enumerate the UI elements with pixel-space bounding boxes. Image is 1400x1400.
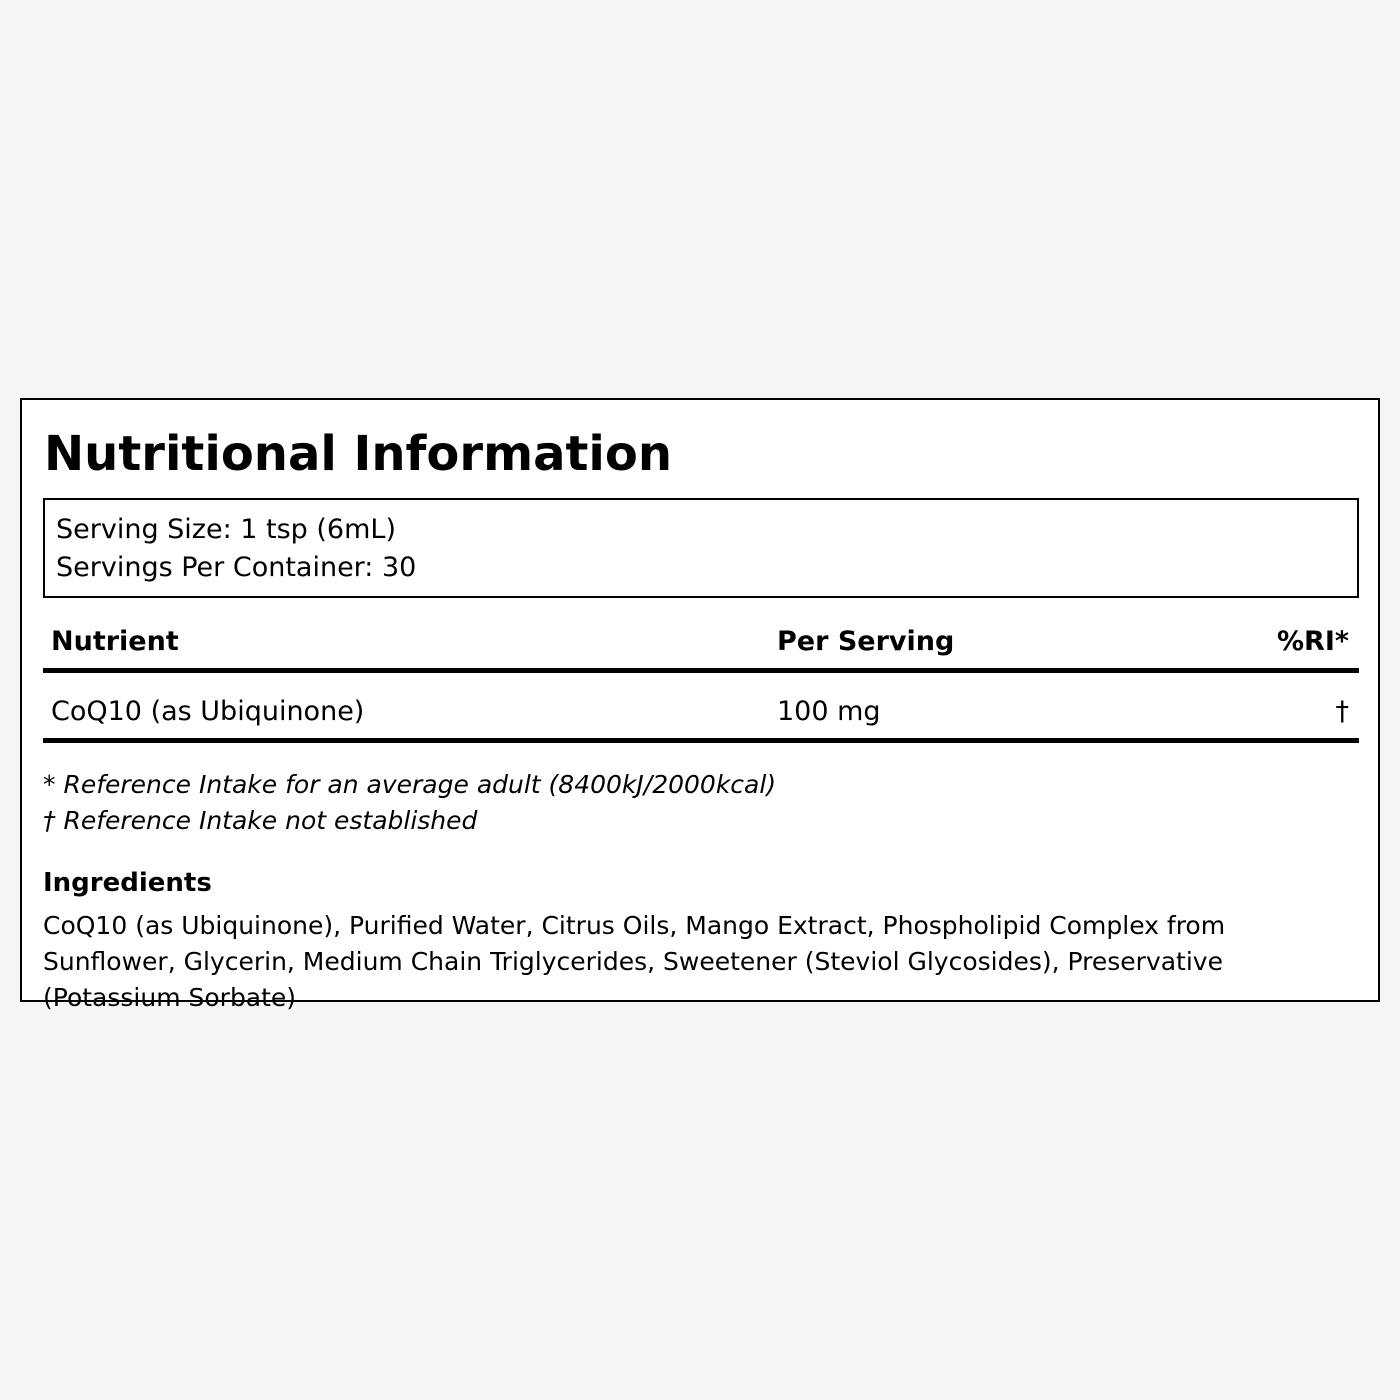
header-ri: %RI* [1276,626,1349,657]
footnote-not-established: † Reference Intake not established [43,806,478,835]
ingredients-heading: Ingredients [43,868,212,898]
header-divider [43,668,1359,673]
ingredients-text: CoQ10 (as Ubiquinone), Purified Water, Citrus Oils, Mango Extract, Phospholipid Complex from Sunflower, Glycerin, Medium Chain Triglycerides, Sweetener (Steviol Glycosides), Preservative (Potassium Sorbate) [43,911,1226,1012]
servings-per-container: Servings Per Container: 30 [56,552,417,583]
header-nutrient: Nutrient [51,626,179,657]
cell-ri: † [1335,696,1349,727]
panel-title: Nutritional Information [44,426,673,482]
serving-info-box [43,498,1359,598]
footnote-reference-intake: * Reference Intake for an average adult (8400kJ/2000kcal) [43,770,777,799]
table-bottom-divider [43,738,1359,743]
header-per-serving: Per Serving [777,626,955,657]
cell-per-serving: 100 mg [777,696,881,727]
cell-nutrient: CoQ10 (as Ubiquinone) [51,696,365,727]
nutrition-panel [20,398,1380,1012]
serving-size: Serving Size: 1 tsp (6mL) [56,514,396,545]
